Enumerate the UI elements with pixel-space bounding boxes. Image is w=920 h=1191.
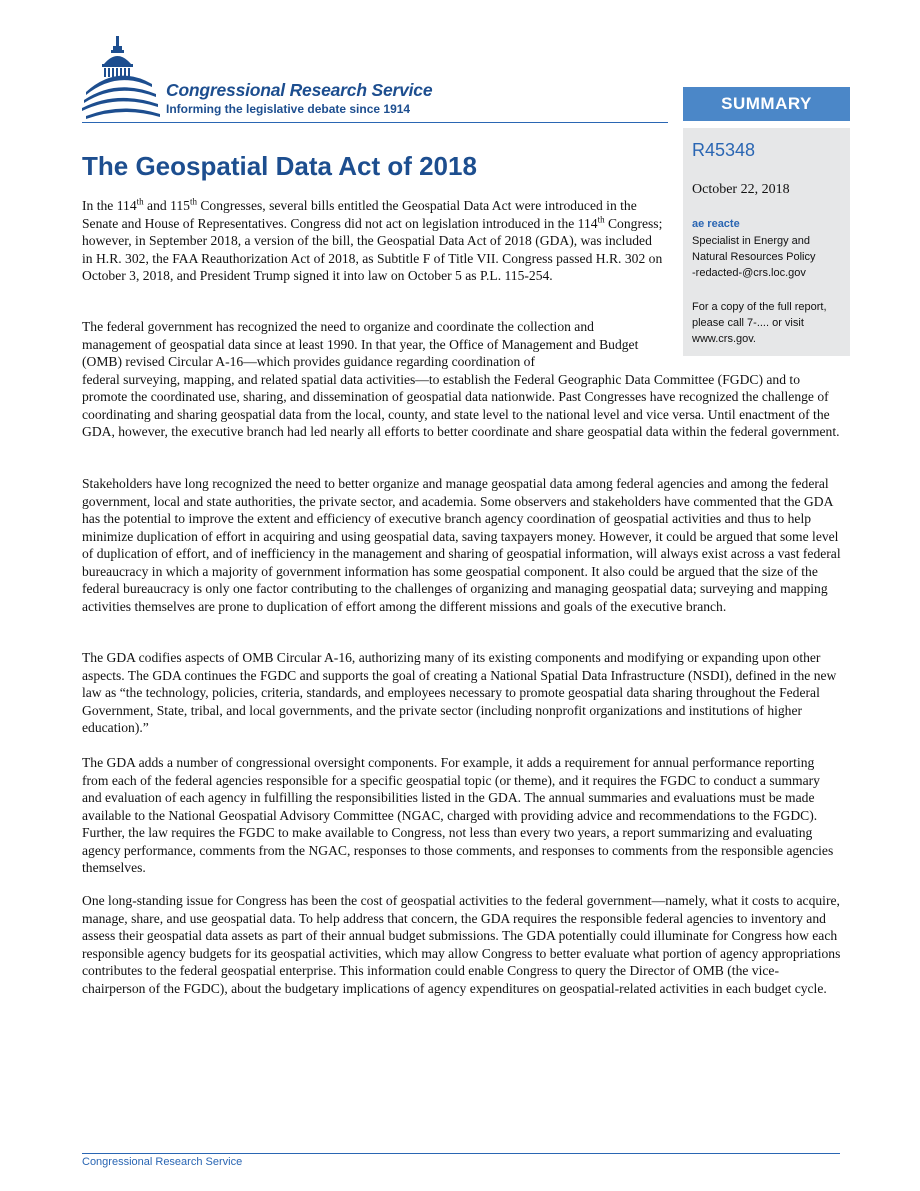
document-title: The Geospatial Data Act of 2018 bbox=[82, 151, 477, 181]
header-divider bbox=[82, 122, 668, 123]
copy-note-1: For a copy of the full report, bbox=[692, 301, 827, 313]
copy-note-link[interactable]: www.crs.gov. bbox=[692, 333, 756, 345]
author-email[interactable]: -redacted-@crs.loc.gov bbox=[692, 267, 806, 279]
author-title: Specialist in Energy and bbox=[692, 235, 811, 247]
org-tagline: Informing the legislative debate since 1914 bbox=[166, 102, 411, 116]
crs-logo bbox=[82, 34, 482, 126]
paragraph-4: The GDA codifies aspects of OMB Circular A-16, authorizing many of its existing components and modifying or expanding upon other aspects. The GDA continues the FGDC and supports the goal of creating a National Spatial Data Infrastructure (NSDI), defined in the new law as “the technology, policies, criteria, standards, and employees necessary to promote geospatial data sharing throughout the Federal Government, State, tribal, and local governments, and the private sector (including nonprofit organizations and institutions of higher education).” bbox=[82, 650, 837, 735]
org-name: Congressional Research Service bbox=[166, 80, 433, 100]
paragraph-2: The federal government has recognized the need to organize and coordinate the collection and management of geospatial data since at least 1990. In that year, the Office of Management and Budget (OMB) revised Circular A-16—which provides guidance regarding coordination of federal surveying, mapping, and related spatial data activities—to establish the Federal Geographic Data Committee (FGDC) and to promote the coordinated use, sharing, and dissemination of geospatial data nationwide. Past Congresses have recognized the challenge of coordinating and sharing geospatial data from the local, county, and state level to the national level and vice versa. Until enactment of the GDA, however, the executive branch had led nearly all efforts to better coordinate and share geospatial data within the federal government. bbox=[82, 319, 840, 439]
report-id: R45348 bbox=[692, 140, 756, 160]
paragraph-1: In the 114th and 115th Congresses, several bills entitled the Geospatial Data Act were introduced in the Senate and House of Representatives. Congress did not act on legislation introduced in the 114th Congress; however, in September 2018, a version of the bill, the Geospatial Data Act of 2018 (GDA), was included in H.R. 302, the FAA Reauthorization Act of 2018, as Subtitle F of Title VII. Congress passed H.R. 302 on October 3, 2018, and President Trump signed it into law on October 5 as P.L. 115-254. bbox=[82, 196, 663, 283]
paragraph-3: Stakeholders have long recognized the need to better organize and manage geospatial data among federal agencies and among the federal government, local and state authorities, the private sector, and academia. Some observers and stakeholders have commented that the GDA has the potential to improve the extent and efficiency of executive branch agency coordination of geospatial activities and thus to help minimize duplication of effort in acquiring and using geospatial data, saving taxpayers money. However, it could be argued that some level of duplication of effort, and of inefficiency in the management and sharing of geospatial information, will always exist across a vast federal bureaucracy in which a majority of government information has some geospatial component. It also could be argued that the size of the federal bureaucracy is only one factor contributing to the challenges of organizing and managing geospatial data; surveying and mapping activities themselves are prone to duplication of effort among the different missions and goals of the executive branch. bbox=[82, 476, 841, 614]
paragraph-6: One long-standing issue for Congress has been the cost of geospatial activities to the federal government—namely, what it costs to acquire, manage, share, and use geospatial data. To help address that concern, the GDA requires the responsible federal agencies to inventory and assess their geospatial data assets as part of their annual budget submissions. The GDA potentially could illuminate for Congress how each responsible agency budgets for its geospatial activities, which may allow Congress to better evaluate what portion of agency appropriations contributes to the federal geospatial enterprise. This information could enable Congress to query the Director of OMB (the vice-chairperson of the FGDC), about the budgetary implications of agency expenditures on geospatial-related activities in each budget cycle. bbox=[82, 893, 841, 996]
author-name[interactable]: ae reacte bbox=[692, 218, 740, 230]
footer-divider bbox=[82, 1153, 840, 1154]
summary-heading: SUMMARY bbox=[683, 87, 850, 121]
paragraph-5: The GDA adds a number of congressional oversight components. For example, it adds a requirement for annual performance reporting from each of the federal agencies responsible for a specific geospatial topic (or theme), and it requires the FGDC to conduct a summary and evaluation of each agency in fulfilling the responsibilities listed in the GDA. The annual summaries and evaluations must be made available to the National Geospatial Advisory Committee (NGAC, charged with providing advice and recommendations to the FGDC). Further, the law requires the FGDC to make available to Congress, not less than every two years, a report summarizing and evaluating agency performance, comments from the NGAC, responses to those comments, and responses to comments from the responsible agencies themselves. bbox=[82, 755, 834, 875]
capitol-dome-icon bbox=[82, 34, 162, 124]
copy-note-2: please call 7-.... or visit bbox=[692, 317, 804, 329]
report-date: October 22, 2018 bbox=[692, 182, 790, 197]
author-title-2: Natural Resources Policy bbox=[692, 251, 816, 263]
footer-text: Congressional Research Service bbox=[82, 1156, 243, 1168]
